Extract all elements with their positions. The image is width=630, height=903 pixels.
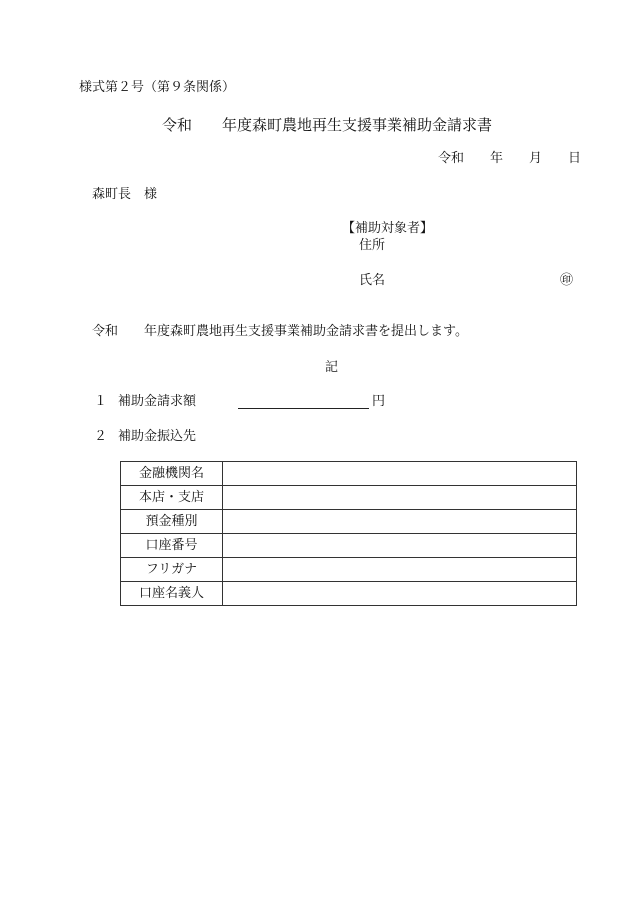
value-cell-furigana[interactable]	[223, 558, 577, 582]
value-cell-account-number[interactable]	[223, 534, 577, 558]
item-number: １	[94, 394, 108, 409]
seal-mark: ㊞	[560, 273, 574, 288]
document-title: 令和 年度森町農地再生支援事業補助金請求書	[162, 116, 493, 134]
row-label-account-number: 口座番号	[121, 534, 223, 558]
table-row	[121, 486, 577, 510]
addressee: 森町長 様	[92, 187, 158, 202]
value-cell-account-holder[interactable]	[223, 582, 577, 606]
table-row	[121, 582, 577, 606]
row-label-branch: 本店・支店	[121, 486, 223, 510]
row-label-account-holder: 口座名義人	[121, 582, 223, 606]
amount-input-line[interactable]	[238, 395, 369, 409]
name-label: 氏名	[359, 273, 386, 288]
item-number: ２	[94, 429, 108, 444]
table-row	[121, 534, 577, 558]
bank-account-table	[120, 461, 577, 606]
table-row	[121, 510, 577, 534]
address-label: 住所	[359, 238, 386, 253]
ki-heading: 記	[325, 360, 339, 375]
date-line: 令和 年 月 日	[438, 151, 582, 166]
amount-unit: 円	[372, 394, 386, 409]
item-label-bank: 補助金振込先	[118, 429, 197, 444]
form-number: 様式第２号（第９条関係）	[79, 80, 236, 95]
row-label-bank-name: 金融機関名	[121, 462, 223, 486]
statement: 令和 年度森町農地再生支援事業補助金請求書を提出します。	[92, 324, 468, 339]
table-row	[121, 462, 577, 486]
applicant-heading: 【補助対象者】	[342, 221, 434, 236]
row-label-deposit-type: 預金種別	[121, 510, 223, 534]
value-cell-branch[interactable]	[223, 486, 577, 510]
row-label-furigana: フリガナ	[121, 558, 223, 582]
value-cell-bank-name[interactable]	[223, 462, 577, 486]
value-cell-deposit-type[interactable]	[223, 510, 577, 534]
table-row	[121, 558, 577, 582]
item-label-amount: 補助金請求額	[118, 394, 197, 409]
